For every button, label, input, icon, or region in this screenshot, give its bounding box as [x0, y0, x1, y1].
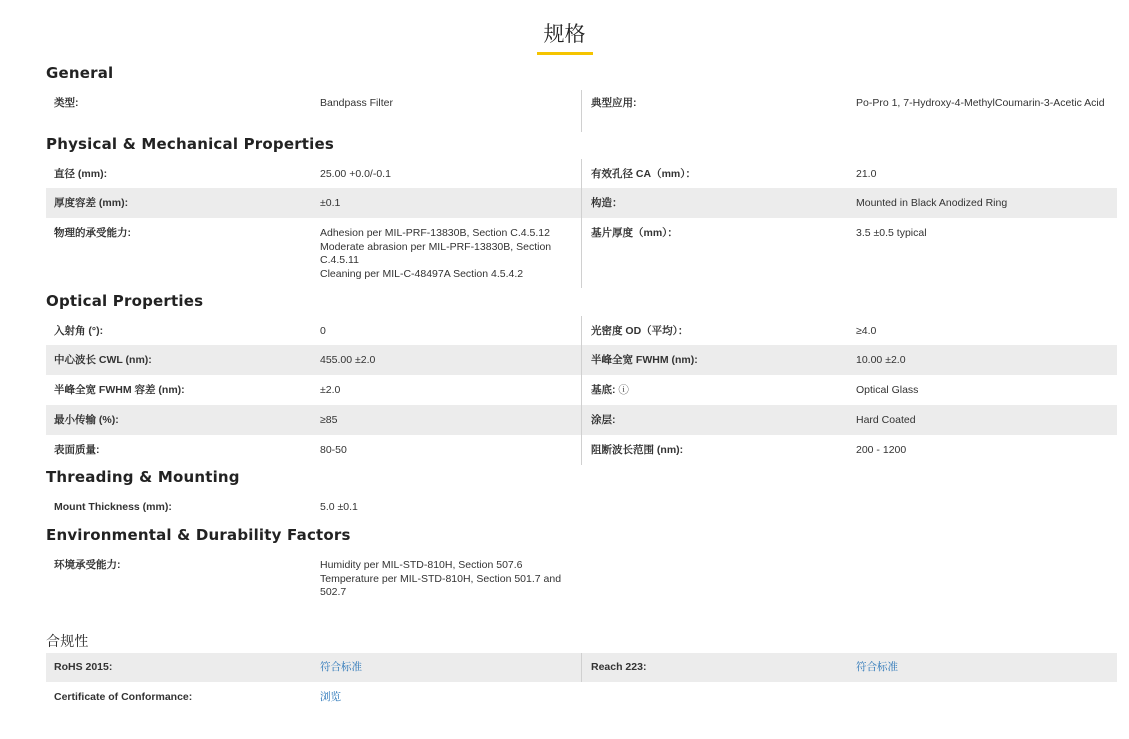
surface-quality-label: 表面质量:	[54, 444, 100, 456]
diameter-value: 25.00 +0.0/-0.1	[320, 168, 391, 180]
clear-aperture-value: 21.0	[856, 168, 877, 180]
thickness-tolerance-value: ±0.1	[320, 197, 341, 209]
environmental-line: Temperature per MIL-STD-810H, Section 501.7 and 502.7	[320, 572, 562, 598]
type-label: 类型:	[54, 97, 79, 109]
column-divider	[581, 316, 582, 345]
column-divider	[581, 375, 582, 405]
coating-value: Hard Coated	[856, 414, 916, 426]
column-divider	[581, 188, 582, 218]
durability-line: Adhesion per MIL-PRF-13830B, Section C.4.5.12	[320, 227, 550, 239]
section-compliance: 合规性	[46, 634, 89, 650]
environmental-value	[320, 559, 575, 600]
spec-row-thickness-tolerance	[46, 188, 1117, 218]
coating-label: 涂层:	[591, 414, 616, 426]
section-general: General	[46, 64, 114, 82]
substrate-thickness-value: 3.5 ±0.5 typical	[856, 227, 927, 239]
coc-label: Certificate of Conformance:	[54, 691, 193, 703]
substrate-label-cell	[591, 384, 841, 398]
section-optical: Optical Properties	[46, 292, 204, 310]
construction-label: 构造：	[591, 197, 623, 209]
column-divider	[581, 435, 582, 465]
clear-aperture-label: 有效孔径 CA（mm）：	[591, 168, 697, 180]
od-label: 光密度 OD（平均）：	[591, 325, 689, 337]
blocking-range-value: 200 - 1200	[856, 444, 907, 456]
fwhm-tolerance-label: 半峰全宽 FWHM 容差 (nm):	[54, 384, 185, 396]
reach-label: Reach 223:	[591, 661, 647, 673]
fwhm-label: 半峰全宽 FWHM (nm):	[591, 354, 698, 366]
cwl-value: 455.00 ±2.0	[320, 354, 376, 366]
durability-line: Cleaning per MIL-C-48497A Section 4.5.4.2	[320, 267, 524, 280]
page-title-text: 规格	[543, 23, 586, 46]
spec-row-diameter	[46, 159, 1117, 188]
spec-row-environmental	[46, 551, 1117, 603]
blocking-range-label: 阻断波长范围 (nm):	[591, 444, 684, 456]
section-environmental: Environmental & Durability Factors	[46, 526, 351, 544]
durability-line: Moderate abrasion per MIL-PRF-13830B, Section C.4.5.11	[320, 240, 552, 266]
od-value: ≥4.0	[856, 325, 877, 337]
section-physical: Physical & Mechanical Properties	[46, 135, 335, 153]
surface-quality-value: 80-50	[320, 444, 347, 456]
environmental-label: 环境承受能力:	[54, 559, 121, 571]
spec-row-mount-thickness	[46, 493, 1117, 522]
coc-view-link[interactable]: 浏览	[320, 691, 341, 703]
spec-row-cwl	[46, 345, 1117, 375]
mount-thickness-value: 5.0 ±0.1	[320, 501, 358, 513]
spec-row-surface-quality	[46, 435, 1117, 465]
spec-row-coc	[46, 682, 1117, 712]
aoi-label: 入射角 (°):	[54, 325, 104, 337]
durability-label: 物理的承受能力:	[54, 227, 131, 239]
fwhm-tolerance-value: ±2.0	[320, 384, 341, 396]
diameter-label: 直径 (mm):	[54, 168, 108, 180]
cwl-label: 中心波长 CWL (nm):	[54, 354, 152, 366]
substrate-thickness-label: 基片厚度（mm）：	[591, 227, 678, 239]
spec-row-type	[46, 90, 1117, 132]
page-title	[0, 18, 1129, 55]
transmission-label: 最小传输 (%):	[54, 414, 119, 426]
transmission-value: ≥85	[320, 414, 338, 426]
section-threading: Threading & Mounting	[46, 468, 240, 486]
reach-link[interactable]: 符合标准	[856, 661, 898, 673]
fwhm-value: 10.00 ±2.0	[856, 354, 906, 366]
column-divider	[581, 405, 582, 435]
title-underline	[537, 52, 593, 55]
rohs-link[interactable]: 符合标准	[320, 661, 362, 673]
thickness-tolerance-label: 厚度容差 (mm):	[54, 197, 129, 209]
rohs-label: RoHS 2015:	[54, 661, 113, 673]
spec-row-durability	[46, 218, 1117, 288]
construction-value: Mounted in Black Anodized Ring	[856, 197, 1008, 209]
spec-row-transmission	[46, 405, 1117, 435]
durability-value	[320, 227, 575, 281]
application-label: 典型应用:	[591, 97, 637, 109]
info-icon[interactable]: ⓘ	[618, 384, 629, 396]
substrate-label: 基底:	[591, 384, 616, 396]
mount-thickness-label: Mount Thickness (mm):	[54, 501, 172, 513]
column-divider	[581, 159, 582, 188]
column-divider	[581, 345, 582, 375]
spec-row-rohs	[46, 653, 1117, 682]
spec-row-aoi	[46, 316, 1117, 345]
substrate-value: Optical Glass	[856, 384, 919, 396]
spec-row-fwhm-tolerance	[46, 375, 1117, 405]
column-divider	[581, 90, 582, 132]
type-value: Bandpass Filter	[320, 97, 393, 109]
application-value: Po-Pro 1, 7-Hydroxy-4-MethylCoumarin-3-Acetic Acid	[856, 97, 1105, 109]
environmental-line: Humidity per MIL-STD-810H, Section 507.6	[320, 559, 523, 571]
column-divider	[581, 653, 582, 682]
aoi-value: 0	[320, 325, 326, 337]
column-divider	[581, 218, 582, 288]
